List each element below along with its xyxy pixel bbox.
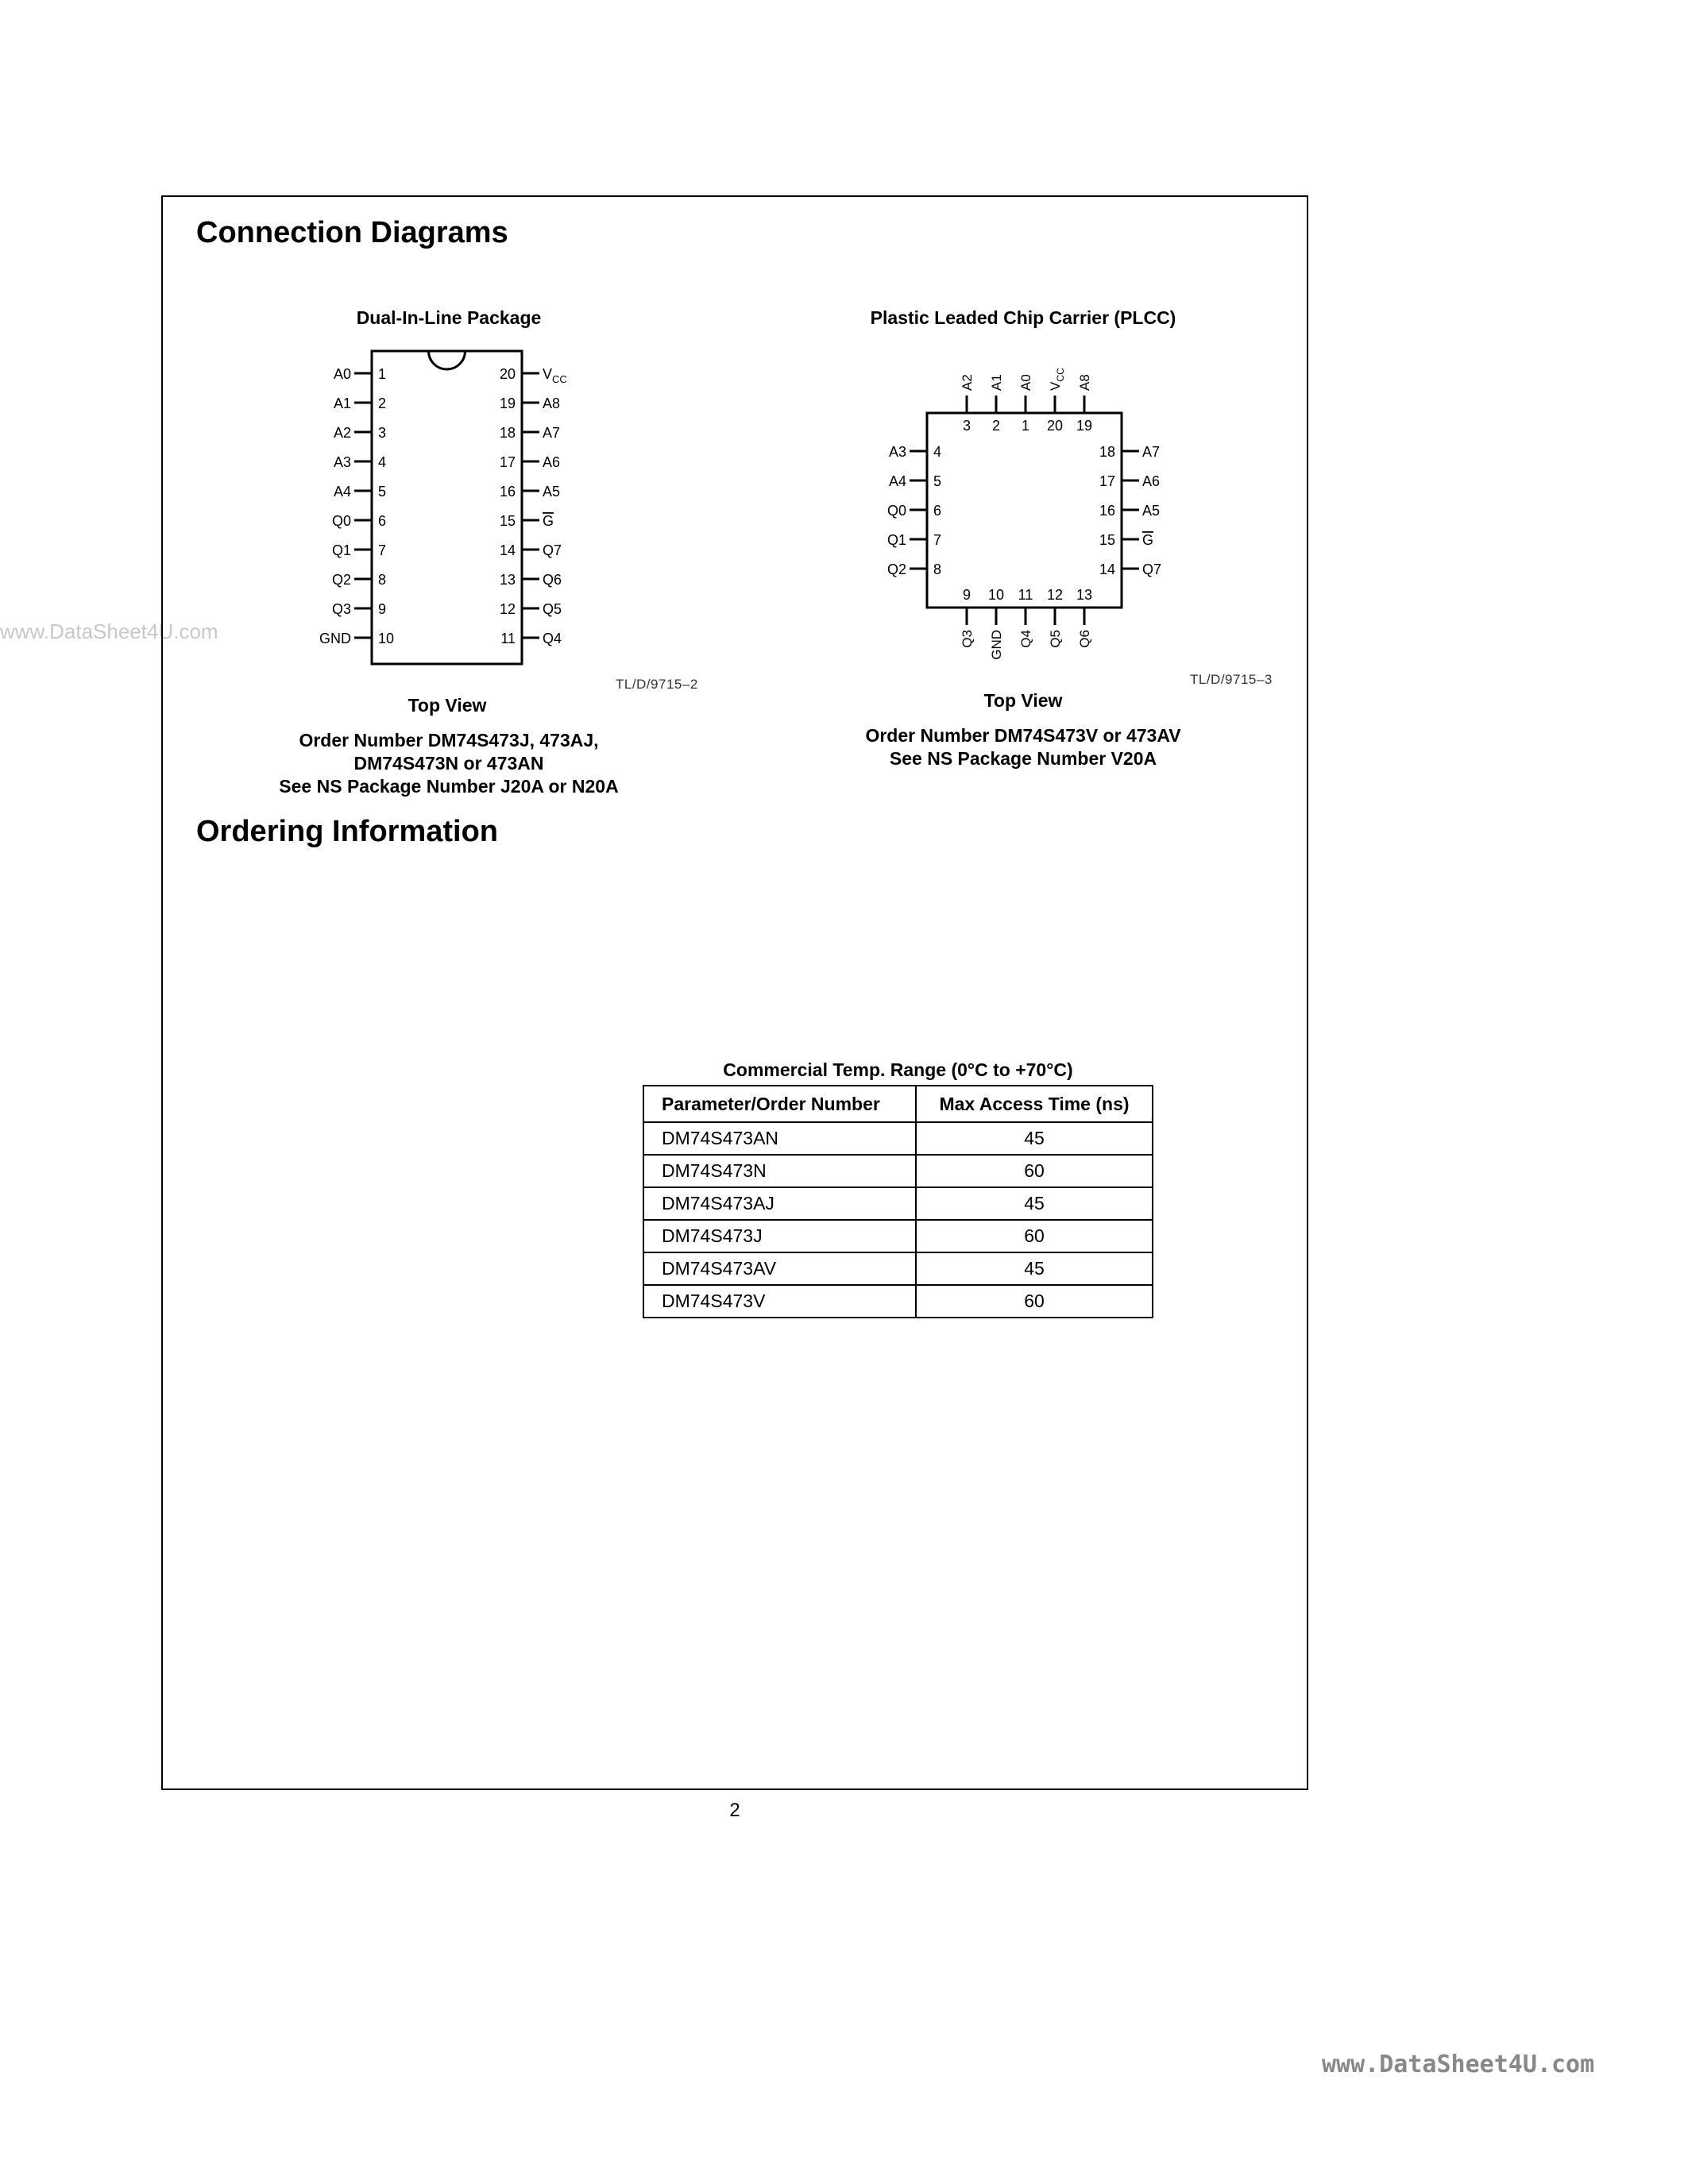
order-number-cell: DM74S473J xyxy=(643,1220,916,1252)
pin-number: 15 xyxy=(499,513,516,529)
pin-number: 18 xyxy=(499,425,516,441)
pin-number: 15 xyxy=(1099,532,1115,548)
header-access-time: Max Access Time (ns) xyxy=(916,1086,1153,1122)
pin-label: Q3 xyxy=(331,601,351,617)
order-number-cell: DM74S473AN xyxy=(643,1122,916,1155)
pin-number: 10 xyxy=(378,631,395,646)
pin-number: 2 xyxy=(378,396,387,411)
dip-top-view: Top View xyxy=(408,695,487,716)
pin-label: A1 xyxy=(333,396,351,411)
pin-label: $V_{CC}$ xyxy=(543,366,567,385)
pin-label: Q0 xyxy=(886,503,906,519)
pin-number: 13 xyxy=(1076,587,1093,603)
pin-number: 18 xyxy=(1099,444,1115,460)
pin-number: 6 xyxy=(378,513,387,529)
pin-number: 11 xyxy=(500,631,516,646)
pin-number: 14 xyxy=(499,542,516,558)
access-time-cell: 45 xyxy=(916,1187,1153,1220)
pin-label: A5 xyxy=(1142,503,1161,519)
pin-label: A5 xyxy=(543,484,561,500)
table-row xyxy=(643,1122,1153,1155)
plcc-diagram xyxy=(163,197,1310,705)
plcc-order-line: See NS Package Number V20A xyxy=(889,748,1157,769)
pin-label: $V_{CC}$ xyxy=(1048,367,1066,391)
plcc-order-line: Order Number DM74S473V or 473AV xyxy=(865,725,1181,746)
table-row xyxy=(643,1285,1153,1318)
pin-label: A7 xyxy=(543,425,561,441)
pin-label: Q1 xyxy=(886,532,906,548)
table-row xyxy=(643,1155,1153,1187)
pin-number: 5 xyxy=(933,473,942,489)
pin-label: A1 xyxy=(989,374,1004,391)
pin-number: 3 xyxy=(962,418,971,434)
pin-label: A4 xyxy=(888,473,906,489)
pin-number: 19 xyxy=(499,396,516,411)
access-time-cell: 60 xyxy=(916,1220,1153,1252)
table-row xyxy=(643,1187,1153,1220)
dip-code: TL/D/9715–2 xyxy=(616,677,698,692)
pin-number: 16 xyxy=(499,484,516,500)
dip-order-line: DM74S473N or 473AN xyxy=(353,753,544,774)
pin-label: Q1 xyxy=(331,542,351,558)
access-time-cell: 45 xyxy=(916,1252,1153,1285)
pin-number: 12 xyxy=(1046,587,1064,603)
order-number-cell: DM74S473V xyxy=(643,1285,916,1318)
pin-number: 1 xyxy=(378,366,387,382)
pin-label: A3 xyxy=(888,444,906,460)
pin-label: A8 xyxy=(543,396,561,411)
pin-number: 14 xyxy=(1099,561,1115,577)
pin-label: Q2 xyxy=(886,561,906,577)
plcc-title: Plastic Leaded Chip Carrier (PLCC) xyxy=(870,307,1176,328)
pin-label: G xyxy=(543,513,554,529)
pin-number: 11 xyxy=(1018,587,1033,603)
pin-label: Q7 xyxy=(543,542,562,558)
pin-number: 8 xyxy=(378,572,387,588)
order-number-cell: DM74S473N xyxy=(643,1155,916,1187)
order-number-cell: DM74S473AJ xyxy=(643,1187,916,1220)
order-number-cell: DM74S473AV xyxy=(643,1252,916,1285)
pin-label: G xyxy=(1142,532,1154,548)
pin-label: A0 xyxy=(333,366,351,382)
pin-label: Q6 xyxy=(543,572,562,588)
pin-label: A2 xyxy=(960,374,975,391)
connection-diagrams-title: Connection Diagrams xyxy=(196,216,508,249)
pin-label-subscript: CC xyxy=(1055,367,1066,382)
pin-number: 8 xyxy=(933,561,942,577)
pin-number: 9 xyxy=(378,601,387,617)
pin-number: 20 xyxy=(1046,418,1064,434)
header-order-number: Parameter/Order Number xyxy=(643,1086,916,1122)
pin-label: A2 xyxy=(333,425,351,441)
access-time-cell: 60 xyxy=(916,1285,1153,1318)
ordering-table xyxy=(643,1085,1153,1318)
pin-number: 2 xyxy=(991,418,1001,434)
plcc-order-info xyxy=(825,724,1222,770)
pin-label: Q5 xyxy=(543,601,562,617)
pin-label: Q2 xyxy=(331,572,351,588)
table-row xyxy=(643,1220,1153,1252)
plcc-body xyxy=(887,368,1161,660)
pin-label-subscript: CC xyxy=(552,373,567,385)
access-time-cell: 60 xyxy=(916,1155,1153,1187)
pin-number: 16 xyxy=(1099,503,1115,519)
pin-label: A4 xyxy=(333,484,351,500)
pin-number: 7 xyxy=(378,542,387,558)
pin-number: 6 xyxy=(933,503,942,519)
pin-number: 5 xyxy=(378,484,387,500)
pin-label: Q0 xyxy=(331,513,351,529)
pin-number: 13 xyxy=(499,572,516,588)
pin-number: 20 xyxy=(499,366,516,382)
pin-label: A8 xyxy=(1077,374,1092,391)
watermark-left: www.DataSheet4U.com xyxy=(0,619,218,643)
dip-order-info xyxy=(211,729,687,798)
dip-order-line: Order Number DM74S473J, 473AJ, xyxy=(299,730,599,751)
pin-number: 17 xyxy=(1099,473,1115,489)
page-number: 2 xyxy=(729,1800,740,1821)
pin-number: 4 xyxy=(933,444,942,460)
dip-title: Dual-In-Line Package xyxy=(356,307,542,328)
pin-label: Q3 xyxy=(960,630,975,648)
pin-label: Q7 xyxy=(1142,561,1162,577)
pin-number: 19 xyxy=(1076,418,1093,434)
pin-number: 12 xyxy=(499,601,516,617)
pin-label: Q4 xyxy=(1018,630,1033,648)
ordering-information-title: Ordering Information xyxy=(196,815,498,848)
pin-number: 9 xyxy=(962,587,971,603)
pin-label: Q4 xyxy=(543,631,562,646)
pin-number: 10 xyxy=(987,587,1005,603)
pin-label: A7 xyxy=(1142,444,1161,460)
pin-number: 7 xyxy=(933,532,942,548)
dip-order-line: See NS Package Number J20A or N20A xyxy=(279,776,619,797)
pin-label: GND xyxy=(989,630,1004,660)
pin-label: Q6 xyxy=(1077,630,1092,648)
pin-label: Q5 xyxy=(1048,630,1063,648)
pin-label: A6 xyxy=(543,454,561,470)
pin-label: A3 xyxy=(333,454,351,470)
pin-label: A0 xyxy=(1018,374,1033,391)
watermark-right: www.DataSheet4U.com xyxy=(1322,2051,1595,2078)
plcc-top-view: Top View xyxy=(983,690,1063,711)
pin-number: 3 xyxy=(378,425,387,441)
pin-number: 17 xyxy=(499,454,516,470)
access-time-cell: 45 xyxy=(916,1122,1153,1155)
pin-label: A6 xyxy=(1142,473,1161,489)
table-header-row xyxy=(643,1086,1153,1122)
table-row xyxy=(643,1252,1153,1285)
pin-number: 4 xyxy=(378,454,387,470)
pin-label: GND xyxy=(319,631,351,646)
plcc-outline xyxy=(927,413,1122,608)
page-frame xyxy=(161,195,1308,1790)
plcc-code: TL/D/9715–3 xyxy=(1190,672,1273,687)
table-caption: Commercial Temp. Range (0°C to +70°C) xyxy=(723,1059,1073,1080)
pin-number: 1 xyxy=(1021,418,1030,434)
